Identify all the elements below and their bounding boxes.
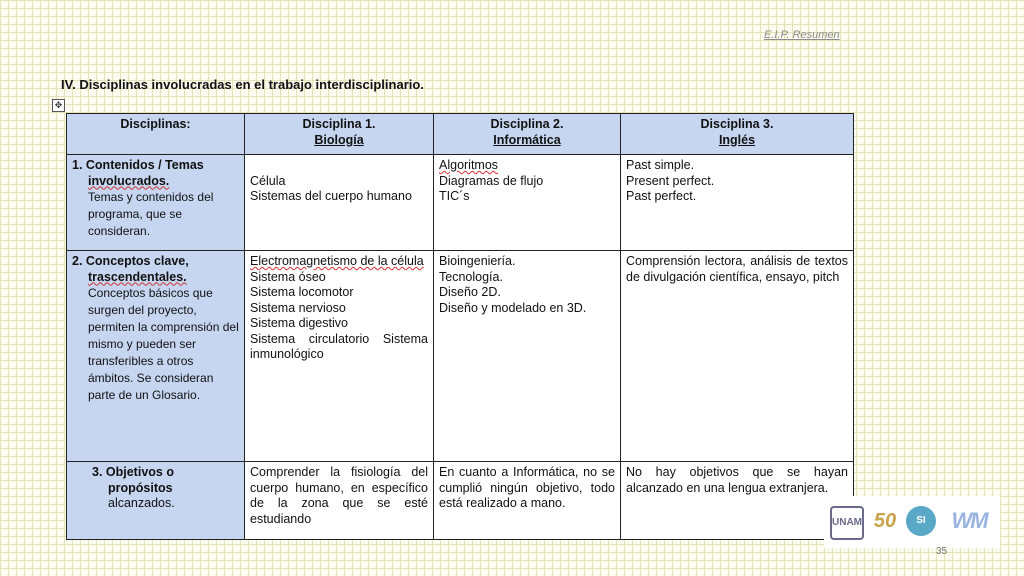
section-title: IV. Disciplinas involucradas en el trabajo interdisciplinario. (61, 77, 424, 92)
column-name: Inglés (718, 132, 756, 147)
row-head-key-concepts (67, 251, 245, 462)
cell-informatics-objectives (434, 462, 621, 540)
cell-line: Tecnología. (439, 269, 503, 284)
cell-line: Sistema nervioso (250, 300, 346, 315)
cell-english-objectives (621, 462, 854, 540)
cell-english-contents (621, 155, 854, 251)
cell-line: Diagramas de flujo (439, 173, 544, 188)
row-head-title: 1. Contenidos / Temas (72, 158, 204, 172)
row-head-description: alcanzados. (108, 496, 175, 510)
cell-line: En cuanto a Informática, no se cumplió ningún objetivo, todo está realizado a mano. (439, 465, 615, 510)
table-row-objectives (67, 462, 854, 540)
institution-logos (824, 496, 1000, 548)
unam-logo: UNAM (830, 506, 864, 540)
page-number: 35 (936, 546, 948, 557)
cell-line: Algoritmos (439, 158, 499, 172)
row-head-description: Temas y contenidos del programa, que se consideran. (88, 190, 214, 238)
cell-line: Célula (250, 173, 286, 188)
cell-line (250, 158, 428, 174)
header-discipline-2 (434, 114, 621, 155)
cell-informatics-concepts (434, 251, 621, 462)
cell-line: Sistema óseo (250, 269, 326, 284)
si-logo: SI (906, 506, 936, 536)
row-head-title-2: propósitos (108, 480, 173, 495)
header-discipline-3 (621, 114, 854, 155)
cell-line: No hay objetivos que se hayan alcanzado en una lengua extranjera. (626, 465, 848, 495)
cell-line: Diseño 2D. (439, 285, 501, 299)
document-header-label: E.I.P. Resumen (764, 29, 840, 41)
cell-line: Past simple. (626, 158, 695, 172)
cell-informatics-contents (434, 155, 621, 251)
cell-line: TIC´s (439, 189, 470, 203)
row-head-objectives (67, 462, 245, 540)
cell-line: Bioingeniería. (439, 254, 516, 268)
header-corner-label: Disciplinas: (120, 117, 191, 131)
column-title: Disciplina 3. (700, 117, 774, 131)
column-name: Informática (493, 132, 561, 147)
row-head-title: 2. Conceptos clave, (72, 254, 189, 268)
disciplines-table (66, 113, 854, 540)
cell-line: Past perfect. (626, 189, 697, 203)
cell-english-concepts (621, 251, 854, 462)
cell-line: Comprender la fisiología del cuerpo humano, en específico de la zona que se esté estudiando (250, 465, 428, 526)
table-row-contents (67, 155, 854, 251)
wm-logo: WM (951, 508, 987, 533)
cell-biology-concepts (245, 251, 434, 462)
table-row-key-concepts (67, 251, 854, 462)
table-move-handle-icon[interactable]: ✥ (52, 99, 65, 112)
cell-line: Present perfect. (626, 173, 715, 188)
cell-line: Sistemas del cuerpo humano (250, 189, 412, 203)
row-head-title: 3. Objetivos o (92, 465, 174, 479)
cell-line: Comprensión lectora, análisis de textos de divulgación científica, ensayo, pitch (626, 254, 848, 284)
row-head-title-2: trascendentales. (88, 269, 187, 284)
cell-biology-objectives (245, 462, 434, 540)
cell-line: Sistema digestivo (250, 316, 348, 330)
cell-line: Diseño y modelado en 3D. (439, 300, 587, 315)
header-corner-cell (67, 114, 245, 155)
row-head-contents (67, 155, 245, 251)
header-discipline-1 (245, 114, 434, 155)
row-head-title-2: involucrados. (88, 173, 170, 188)
cell-biology-contents (245, 155, 434, 251)
cell-line: Electromagnetismo de la célula (250, 254, 424, 268)
row-head-description: Conceptos básicos que surgen del proyecto, permiten la comprensión del mismo y pueden ser transferibles a otros ámbitos. Se consideran parte de un Glosario. (88, 286, 239, 402)
table-header-row (67, 114, 854, 155)
column-name: Biología (314, 132, 364, 147)
cell-line: Sistema locomotor (250, 285, 354, 299)
anniversary-50-logo: 50 (873, 510, 897, 532)
column-title: Disciplina 1. (302, 117, 376, 131)
column-title: Disciplina 2. (490, 117, 564, 131)
cell-line: Sistema circulatorio Sistema inmunológico (250, 331, 428, 361)
